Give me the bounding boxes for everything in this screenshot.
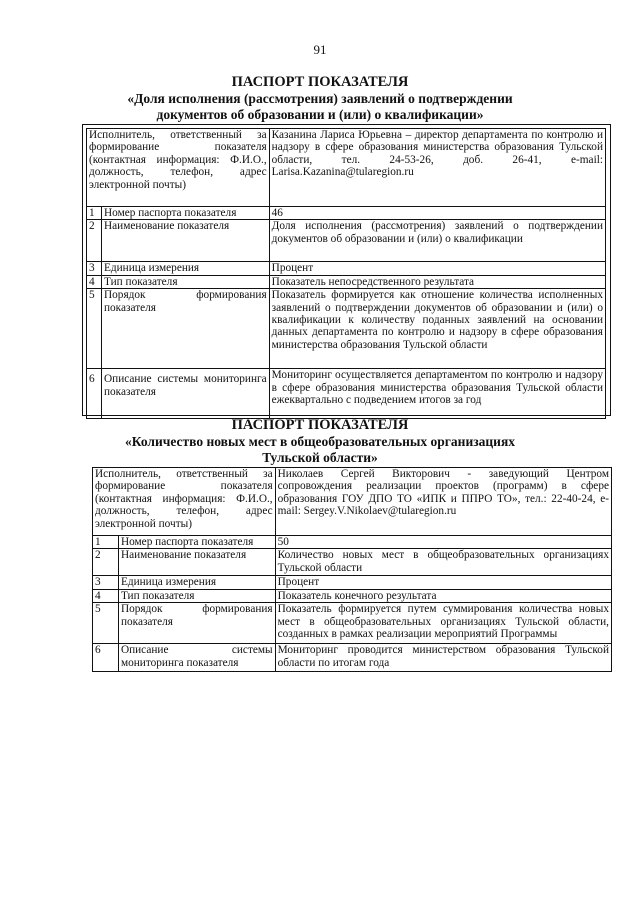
passport2-executor-row bbox=[93, 468, 612, 536]
table-row bbox=[87, 220, 606, 262]
passport1-subheading-line1: «Доля исполнения (рассмотрения) заявлений о подтверждении bbox=[127, 91, 513, 106]
table-row bbox=[87, 289, 606, 369]
table-row bbox=[93, 589, 612, 602]
row-label: Тип показателя bbox=[118, 589, 275, 602]
row-label: Порядок формирования показателя bbox=[118, 603, 275, 644]
row-value: Показатель формируется как отношение количества исполненных заявлений о подтверждении документов об образовании и (или) о квалификации к количеству поданных заявлений на основании данных департамента по контролю и надзору в сфере образования министерства образования Тульской области bbox=[269, 289, 605, 369]
row-label: Единица измерения bbox=[118, 576, 275, 589]
row-label: Наименование показателя bbox=[101, 220, 269, 262]
row-number: 6 bbox=[87, 369, 102, 419]
table-row bbox=[93, 644, 612, 672]
row-number: 3 bbox=[87, 262, 102, 275]
row-value: Процент bbox=[269, 262, 605, 275]
row-number: 2 bbox=[93, 549, 119, 576]
passport2-subheading-line2: Тульской области» bbox=[262, 450, 378, 465]
row-label: Номер паспорта показателя bbox=[118, 536, 275, 549]
row-label: Порядок формирования показателя bbox=[101, 289, 269, 369]
table-row bbox=[93, 576, 612, 589]
row-number: 5 bbox=[87, 289, 102, 369]
row-number: 3 bbox=[93, 576, 119, 589]
passport2-heading: ПАСПОРТ ПОКАЗАТЕЛЯ bbox=[231, 417, 409, 433]
page-number: 91 bbox=[313, 42, 327, 57]
row-label: Единица измерения bbox=[101, 262, 269, 275]
passport1-executor-value: Казанина Лариса Юрьевна – директор департамента по контролю и надзору в сфере образования министерства образования Тульской области, тел. 24-53-26, доб. 26-41, e-mail: Larisa.Kazanina@tularegion.ru bbox=[269, 129, 605, 207]
passport2-table bbox=[92, 467, 612, 672]
passport1-table bbox=[86, 128, 606, 419]
passport1-executor-row bbox=[87, 129, 606, 207]
row-value: Доля исполнения (рассмотрения) заявлений о подтверждении документов об образовании и (или) о квалификации bbox=[269, 220, 605, 262]
row-value: Показатель конечного результата bbox=[275, 589, 611, 602]
row-value: 50 bbox=[275, 536, 611, 549]
row-value: Мониторинг проводится министерством образования Тульской области по итогам года bbox=[275, 644, 611, 672]
row-number: 4 bbox=[87, 275, 102, 288]
passport2-executor-value: Николаев Сергей Викторович - заведующий Центром сопровождения реализации проектов (программ) в сфере образования ГОУ ДПО ТО «ИПК и ППРО ТО», тел.: 22-40-24, e-mail: Sergey.V.Nikolaev@tularegion.ru bbox=[275, 468, 611, 536]
row-label: Описание системы мониторинга показателя bbox=[118, 644, 275, 672]
table-row bbox=[87, 275, 606, 288]
row-value: Показатель формируется путем суммирования количества новых мест в общеобразовательных организациях Тульской области, созданных в рамках реализации мероприятий Программы bbox=[275, 603, 611, 644]
row-value: Мониторинг осуществляется департаментом по контролю и надзору в сфере образования министерства образования Тульской области ежеквартально с подведением итогов за год bbox=[269, 369, 605, 419]
row-number: 6 bbox=[93, 644, 119, 672]
row-label: Номер паспорта показателя bbox=[101, 207, 269, 220]
table-row bbox=[87, 262, 606, 275]
passport2-subheading-line1: «Количество новых мест в общеобразовательных организациях bbox=[124, 434, 516, 449]
row-label: Тип показателя bbox=[101, 275, 269, 288]
row-number: 1 bbox=[93, 536, 119, 549]
table-row bbox=[93, 536, 612, 549]
row-number: 4 bbox=[93, 589, 119, 602]
passport1-heading: ПАСПОРТ ПОКАЗАТЕЛЯ bbox=[231, 74, 409, 90]
table-row bbox=[93, 549, 612, 576]
row-label: Наименование показателя bbox=[118, 549, 275, 576]
row-number: 2 bbox=[87, 220, 102, 262]
passport1-executor-label: Исполнитель, ответственный за формирование показателя (контактная информация: Ф.И.О., должность, телефон, адрес электронной почты) bbox=[87, 129, 270, 207]
row-number: 5 bbox=[93, 603, 119, 644]
passport1-subheading-line2: документов об образовании и (или) о квалификации» bbox=[156, 107, 484, 122]
row-value: Процент bbox=[275, 576, 611, 589]
table-row bbox=[87, 207, 606, 220]
passport2-executor-label: Исполнитель, ответственный за формирование показателя (контактная информация: Ф.И.О., должность, телефон, адрес электронной почты) bbox=[93, 468, 276, 536]
row-label: Описание системы мониторинга показателя bbox=[101, 369, 269, 419]
table-row bbox=[87, 369, 606, 419]
row-value: 46 bbox=[269, 207, 605, 220]
row-number: 1 bbox=[87, 207, 102, 220]
table-row bbox=[93, 603, 612, 644]
row-value: Количество новых мест в общеобразовательных организациях Тульской области bbox=[275, 549, 611, 576]
row-value: Показатель непосредственного результата bbox=[269, 275, 605, 288]
